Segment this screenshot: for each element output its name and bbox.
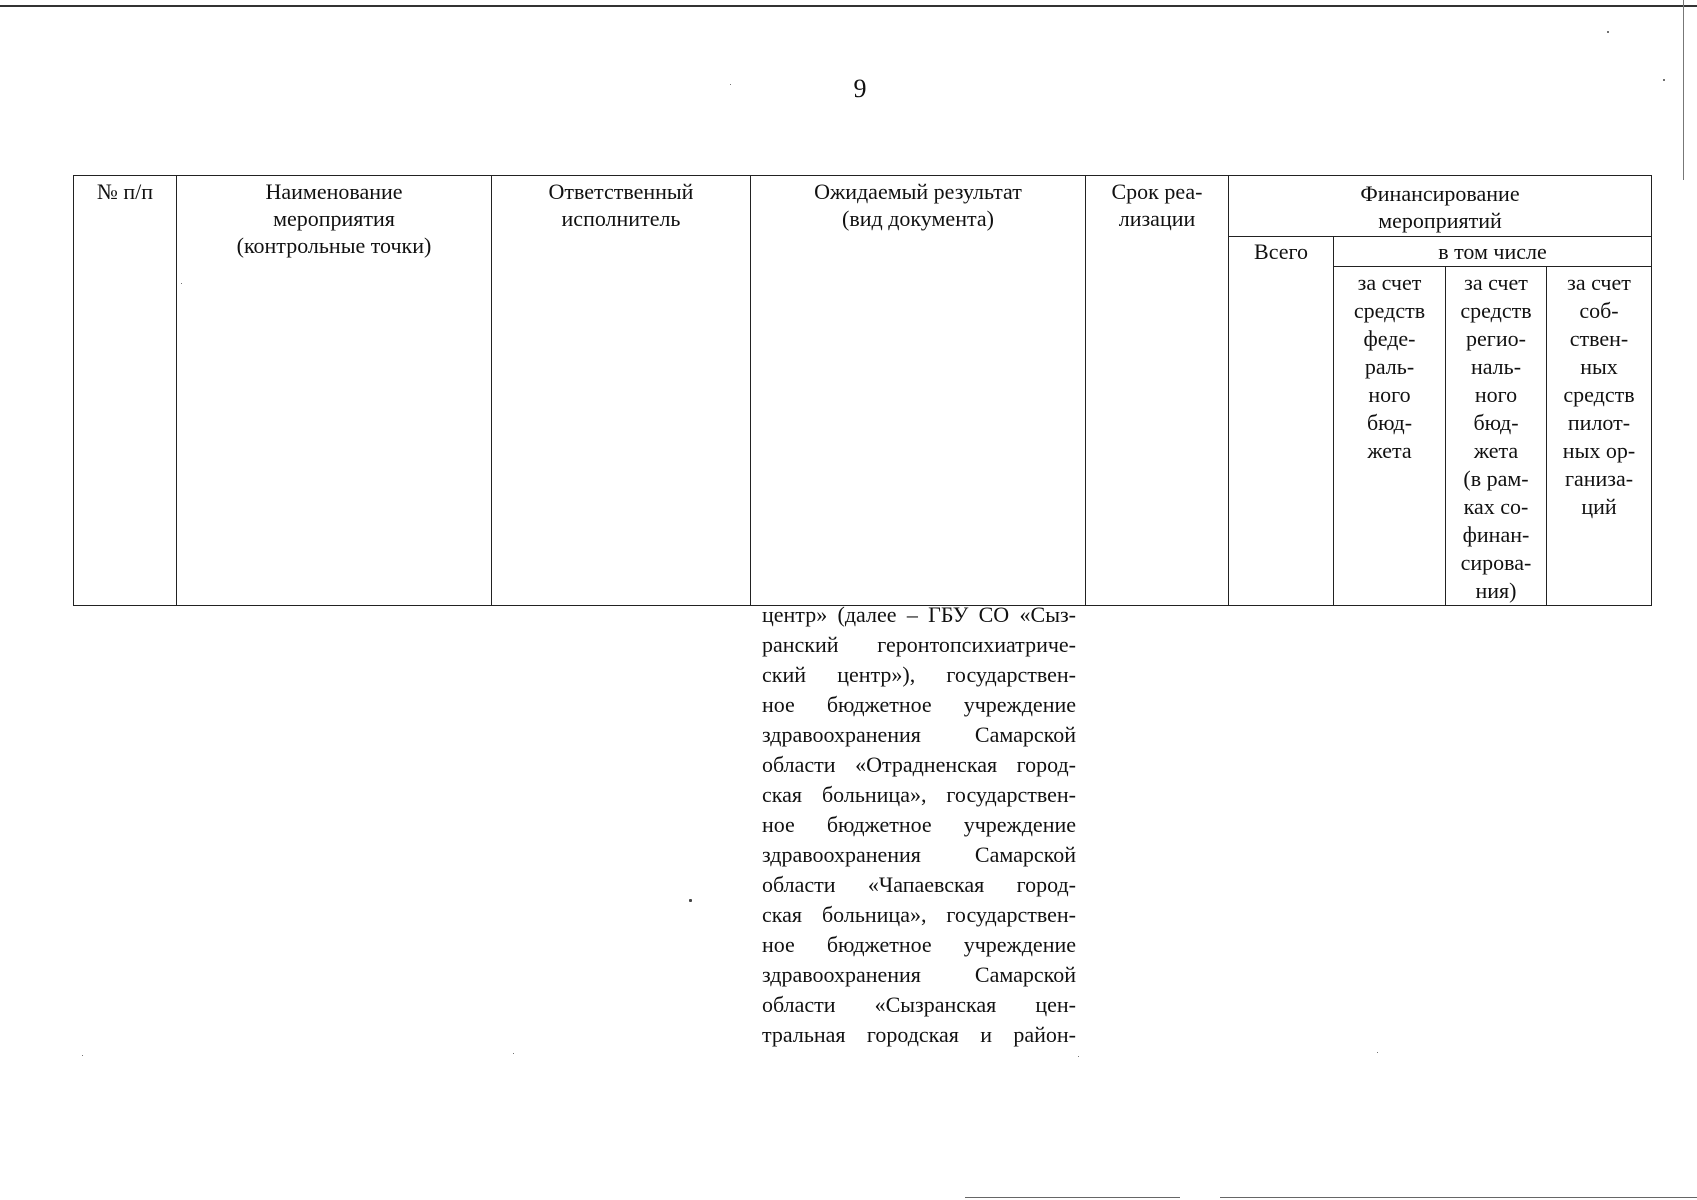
scan-top-edge-line [0, 5, 1697, 7]
scan-bottom-line-left [965, 1197, 1180, 1198]
header-line: бюд- [1366, 410, 1413, 435]
header-line: Наименование [265, 179, 403, 204]
header-line: раль- [1364, 354, 1415, 379]
header-cell-number [74, 176, 177, 606]
scan-speck [1078, 1056, 1079, 1057]
header-line: наль- [1470, 354, 1522, 379]
continuation-line: тральная городская и район- [762, 1022, 1076, 1047]
header-line: ного [1474, 382, 1518, 407]
header-cell-expected-result [751, 176, 1086, 606]
continuation-line: здравоохранения Самарской [762, 842, 1076, 867]
header-line: финан- [1462, 522, 1530, 547]
scan-speck [1377, 1052, 1378, 1053]
header-line: ных ор- [1562, 438, 1636, 463]
header-cell-term [1086, 176, 1229, 606]
header-line: ного [1368, 382, 1411, 407]
header-line: средств [1563, 382, 1635, 407]
header-line: (контрольные точки) [236, 233, 432, 258]
header-cell-including: в том числе [1334, 237, 1652, 267]
scan-speck [1607, 31, 1609, 33]
header-line: соб- [1579, 298, 1619, 323]
header-line: (в рам- [1463, 466, 1529, 491]
continuation-line: ное бюджетное учреждение [762, 692, 1076, 717]
continuation-line: ский центр»), государствен- [762, 662, 1076, 687]
header-line: ных [1580, 354, 1618, 379]
header-line: ках со- [1463, 494, 1529, 519]
header-line: феде- [1363, 326, 1416, 351]
continuation-line: ранский геронтопсихиатриче- [762, 632, 1076, 657]
continuation-line: ская больница», государствен- [762, 902, 1076, 927]
scan-right-edge-line [1683, 0, 1684, 180]
continuation-line: области «Сызранская цен- [762, 992, 1076, 1017]
activities-table-header [73, 175, 1652, 606]
header-cell-total: Всего [1229, 237, 1334, 606]
header-line: ций [1581, 494, 1617, 519]
continuation-line: ская больница», государствен- [762, 782, 1076, 807]
continuation-line: области «Отрадненская город- [762, 752, 1076, 777]
header-cell-financing [1229, 176, 1652, 237]
page-number: 9 [853, 74, 867, 103]
continuation-line: ное бюджетное учреждение [762, 932, 1076, 957]
header-line: за счет [1567, 270, 1631, 295]
header-line: ствен- [1569, 326, 1629, 351]
header-line: сирова- [1460, 550, 1532, 575]
scan-speck [513, 1053, 514, 1054]
header-line: средств [1353, 298, 1426, 323]
header-line: исполнитель [561, 206, 681, 231]
header-line: мероприятия [273, 206, 395, 231]
scan-speck [730, 84, 731, 85]
header-line: лизации [1118, 206, 1196, 231]
header-line: Ответственный [548, 179, 694, 204]
header-line: № п/п [96, 179, 154, 204]
header-line: мероприятий [1378, 208, 1502, 233]
header-line: средств [1460, 298, 1532, 323]
expected-result-continuation-text [762, 600, 1076, 1050]
header-line: бюд- [1473, 410, 1519, 435]
continuation-line: центр» (далее – ГБУ СО «Сыз- [762, 602, 1076, 627]
header-line: Ожидаемый результат [814, 179, 1022, 204]
header-cell-own-funds [1547, 267, 1652, 606]
header-line: жета [1473, 438, 1519, 463]
scan-speck [1663, 79, 1665, 81]
header-line: за счет [1357, 270, 1422, 295]
header-cell-responsible [492, 176, 751, 606]
header-line: за счет [1464, 270, 1528, 295]
header-line: ганиза- [1564, 466, 1634, 491]
scan-bottom-line-right [1220, 1197, 1697, 1198]
header-cell-regional-budget [1446, 267, 1547, 606]
header-line: Срок реа- [1111, 179, 1203, 204]
header-line: ния) [1475, 578, 1517, 603]
header-line: регио- [1466, 326, 1526, 351]
scan-speck [689, 899, 692, 902]
scan-speck [82, 1055, 83, 1056]
header-line: пилот- [1567, 410, 1631, 435]
header-line: жета [1367, 438, 1412, 463]
continuation-line: здравоохранения Самарской [762, 962, 1076, 987]
header-cell-activity-name [177, 176, 492, 606]
header-line: (вид документа) [842, 206, 994, 231]
continuation-line: области «Чапаевская город- [762, 872, 1076, 897]
continuation-line: здравоохранения Самарской [762, 722, 1076, 747]
header-cell-federal-budget [1334, 267, 1446, 606]
header-line: Финансирование [1360, 181, 1520, 206]
continuation-line: ное бюджетное учреждение [762, 812, 1076, 837]
